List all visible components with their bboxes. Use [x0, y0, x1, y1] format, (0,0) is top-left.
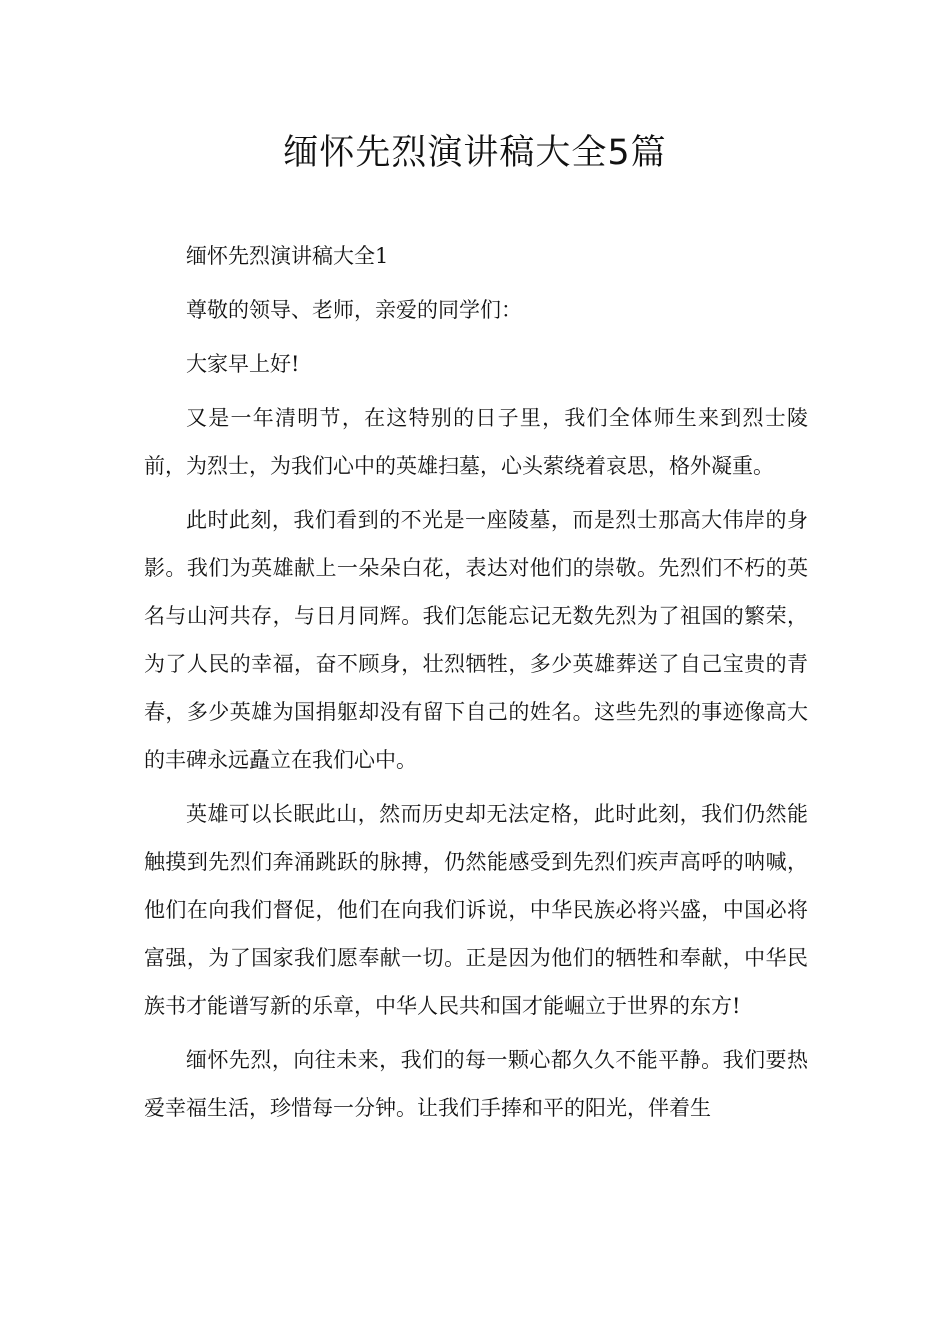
document-body: [144, 232, 808, 1138]
greeting: 大家早上好!: [186, 352, 300, 376]
body-paragraph: 此时此刻，我们看到的不光是一座陵墓，而是烈士那高大伟岸的身影。我们为英雄献上一朵朵白花，表达对他们的崇敬。先烈们不朽的英名与山河共存，与日月同辉。我们怎能忘记无数先烈为了祖国的繁荣，为了人民的幸福，奋不顾身，壮烈牺牲，多少英雄葬送了自己宝贵的青春，多少英雄为国捐躯却没有留下自己的姓名。这些先烈的事迹像高大的丰碑永远矗立在我们心中。: [144, 508, 808, 772]
salutation: 尊敬的领导、老师，亲爱的同学们：: [186, 298, 522, 322]
section-heading: 缅怀先烈演讲稿大全1: [186, 244, 389, 268]
body-paragraph: 英雄可以长眠此山，然而历史却无法定格，此时此刻，我们仍然能触摸到先烈们奔涌跳跃的脉搏，仍然能感受到先烈们疾声高呼的呐喊，他们在向我们督促，他们在向我们诉说，中华民族必将兴盛，中国必将富强，为了国家我们愿奉献一切。正是因为他们的牺牲和奉献，中华民族书才能谱写新的乐章，中华人民共和国才能崛立于世界的东方!: [144, 802, 808, 1018]
body-paragraph: 又是一年清明节，在这特别的日子里，我们全体师生来到烈士陵前，为烈士，为我们心中的英雄扫墓，心头萦绕着哀思，格外凝重。: [144, 406, 808, 478]
document-title: 缅怀先烈演讲稿大全5篇: [283, 133, 667, 173]
body-paragraph: 缅怀先烈，向往未来，我们的每一颗心都久久不能平静。我们要热爱幸福生活，珍惜每一分钟。让我们手捧和平的阳光，伴着生: [144, 1048, 808, 1120]
